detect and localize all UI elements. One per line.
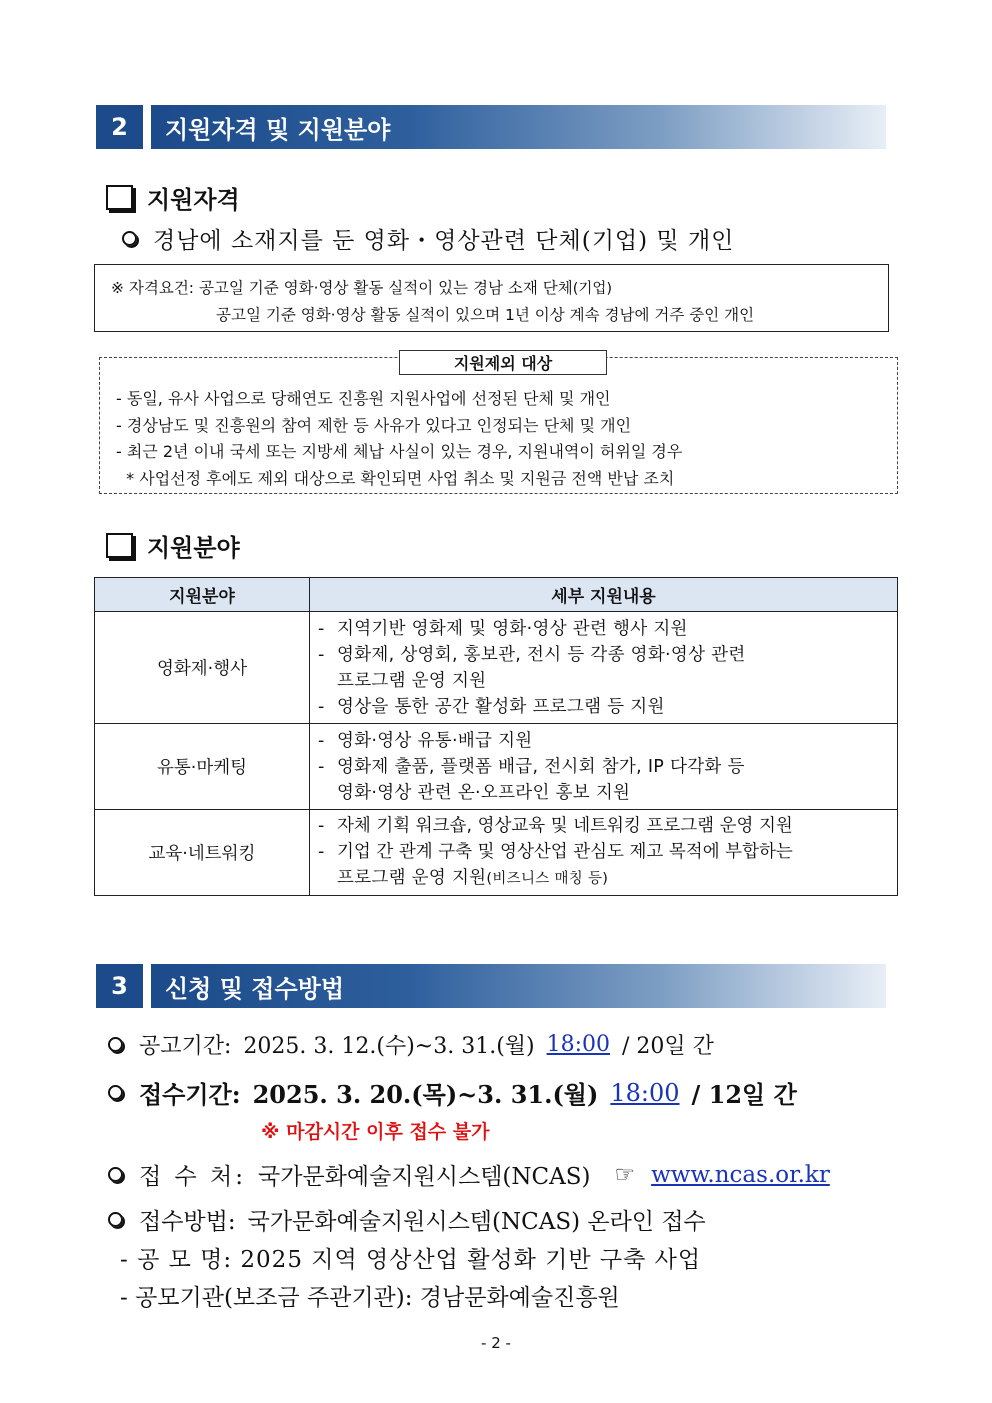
exclusion-item: - 경상남도 및 진흥원의 참여 제한 등 사유가 있다고 인정되는 단체 및 개인: [116, 415, 632, 435]
table-header-row: [95, 578, 898, 612]
field-details: - 지역기반 영화제 및 영화·영상 관련 행사 지원 - 영화제, 상영회, 홍보관, 전시 등 각종 영화·영상 관련 프로그램 운영 지원 - 영상을 통한 공간 활성화 프로그램 등 지원: [310, 612, 898, 724]
support-fields-table: [94, 577, 898, 896]
exclusion-box: [99, 357, 898, 494]
exclusion-title: 지원제외 대상: [399, 350, 607, 375]
field-category: 유통·마케팅: [95, 724, 310, 810]
exclusion-item: - 동일, 유사 사업으로 당해연도 진흥원 지원사업에 선정된 단체 및 개인: [116, 389, 611, 408]
receipt-period: 접수기간: 2025. 3. 20.(목)~3. 31.(월) 18:00 / 12일 간: [108, 1075, 797, 1110]
fields-heading: 지원분야: [106, 528, 240, 563]
field-category: 영화제·행사: [95, 612, 310, 724]
column-header: 지원분야: [95, 578, 310, 612]
field-category: 교육·네트워킹: [95, 810, 310, 896]
exclusion-item: * 사업선정 후에도 제외 대상으로 확인되면 사업 취소 및 지원금 전액 반납 조치: [116, 468, 675, 488]
exclusion-item: - 최근 2년 이내 국세 또는 지방세 체납 사실이 있는 경우, 지원내역이 허위일 경우: [116, 442, 683, 461]
project-name: - 공 모 명: 2025 지역 영상산업 활성화 기반 구축 사업: [120, 1247, 702, 1273]
page-number: - 2 -: [481, 1334, 511, 1352]
section-number: 3: [96, 964, 143, 1008]
circle-bullet-icon: [108, 1167, 123, 1182]
organizer: - 공모기관(보조금 주관기관): 경남문화예술진흥원: [120, 1285, 620, 1311]
section-2-header: [96, 105, 886, 149]
pointing-hand-icon: ☞: [614, 1161, 636, 1188]
table-row: [95, 724, 898, 810]
checkbox-square-icon: [106, 185, 133, 210]
eligibility-bullet: 경남에 소재지를 둔 영화・영상관련 단체(기업) 및 개인: [122, 222, 734, 255]
circle-bullet-icon: [108, 1212, 123, 1227]
circle-bullet-icon: [108, 1037, 123, 1052]
eligibility-heading: 지원자격: [106, 180, 240, 215]
section-title: 신청 및 접수방법: [151, 964, 886, 1008]
eligibility-note: ※ 자격요건: 공고일 기준 영화·영상 활동 실적이 있는 경남 소재 단체(기업) 공고일 기준 영화·영상 활동 실적이 있으며 1년 이상 계속 경남에 거주 중인 개인: [94, 264, 889, 332]
announce-period: 공고기간: 2025. 3. 12.(수)~3. 31.(월) 18:00 / 20일 간: [108, 1029, 714, 1060]
field-details: - 영화·영상 유통·배급 지원 - 영화제 출품, 플랫폼 배급, 전시회 참가, IP 다각화 등 영화·영상 관련 온·오프라인 홍보 지원: [310, 724, 898, 810]
ncas-link[interactable]: www.ncas.or.kr: [651, 1161, 830, 1188]
deadline-warning: ※ 마감시간 이후 접수 불가: [261, 1121, 490, 1143]
receipt-place: 접 수 처: 국가문화예술지원시스템(NCAS) ☞ www.ncas.or.kr: [108, 1158, 830, 1191]
circle-bullet-icon: [108, 1085, 123, 1100]
checkbox-square-icon: [106, 533, 133, 558]
field-details: - 자체 기획 워크숍, 영상교육 및 네트워킹 프로그램 운영 지원 - 기업 간 관계 구축 및 영상산업 관심도 제고 목적에 부합하는 프로그램 운영 지원(비즈니스 매칭 등): [310, 810, 898, 896]
deadline-time: 18:00: [610, 1078, 680, 1107]
column-header: 세부 지원내용: [310, 578, 898, 612]
table-row: [95, 612, 898, 724]
section-title: 지원자격 및 지원분야: [151, 105, 886, 149]
section-3-header: [96, 964, 886, 1008]
section-number: 2: [96, 105, 143, 149]
table-row: [95, 810, 898, 896]
deadline-time: 18:00: [546, 1032, 611, 1057]
circle-bullet-icon: [122, 231, 137, 246]
receipt-method: 접수방법: 국가문화예술지원시스템(NCAS) 온라인 접수: [108, 1203, 706, 1236]
